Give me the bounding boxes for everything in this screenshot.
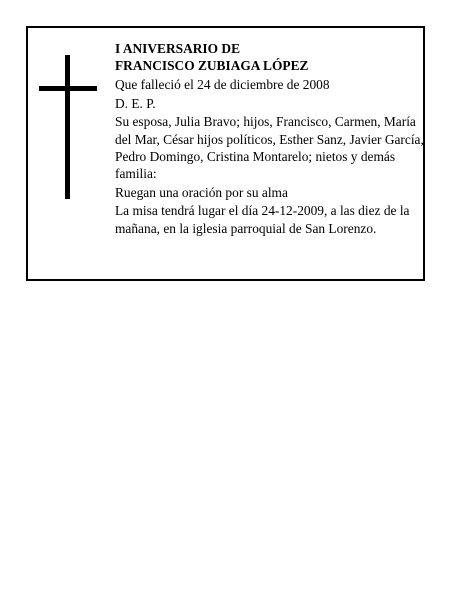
mass-details: La misa tendrá lugar el día 24-12-2009, a las diez de la mañana, en la iglesia parroquial de San Lorenzo.	[115, 203, 410, 236]
cross-icon	[39, 55, 97, 199]
rip-text: D. E. P.	[115, 95, 156, 111]
cross-horizontal-bar	[39, 86, 97, 91]
anniversary-heading: I ANIVERSARIO DE	[115, 41, 241, 56]
cross-vertical-bar	[65, 55, 70, 199]
prayer-request: Ruegan una oración por su alma	[115, 184, 288, 200]
death-date: Que falleció el 24 de diciembre de 2008	[115, 76, 330, 92]
obituary-notice	[26, 26, 425, 281]
family-paragraph: Su esposa, Julia Bravo; hijos, Francisco, Carmen, María del Mar, César hijos políticos, Esther Sanz, Javier García, Pedro Domingo, Cristina Montarelo; nietos y demás familia:	[115, 114, 424, 181]
notice-text	[115, 40, 425, 238]
deceased-name: FRANCISCO ZUBIAGA LÓPEZ	[115, 58, 309, 74]
